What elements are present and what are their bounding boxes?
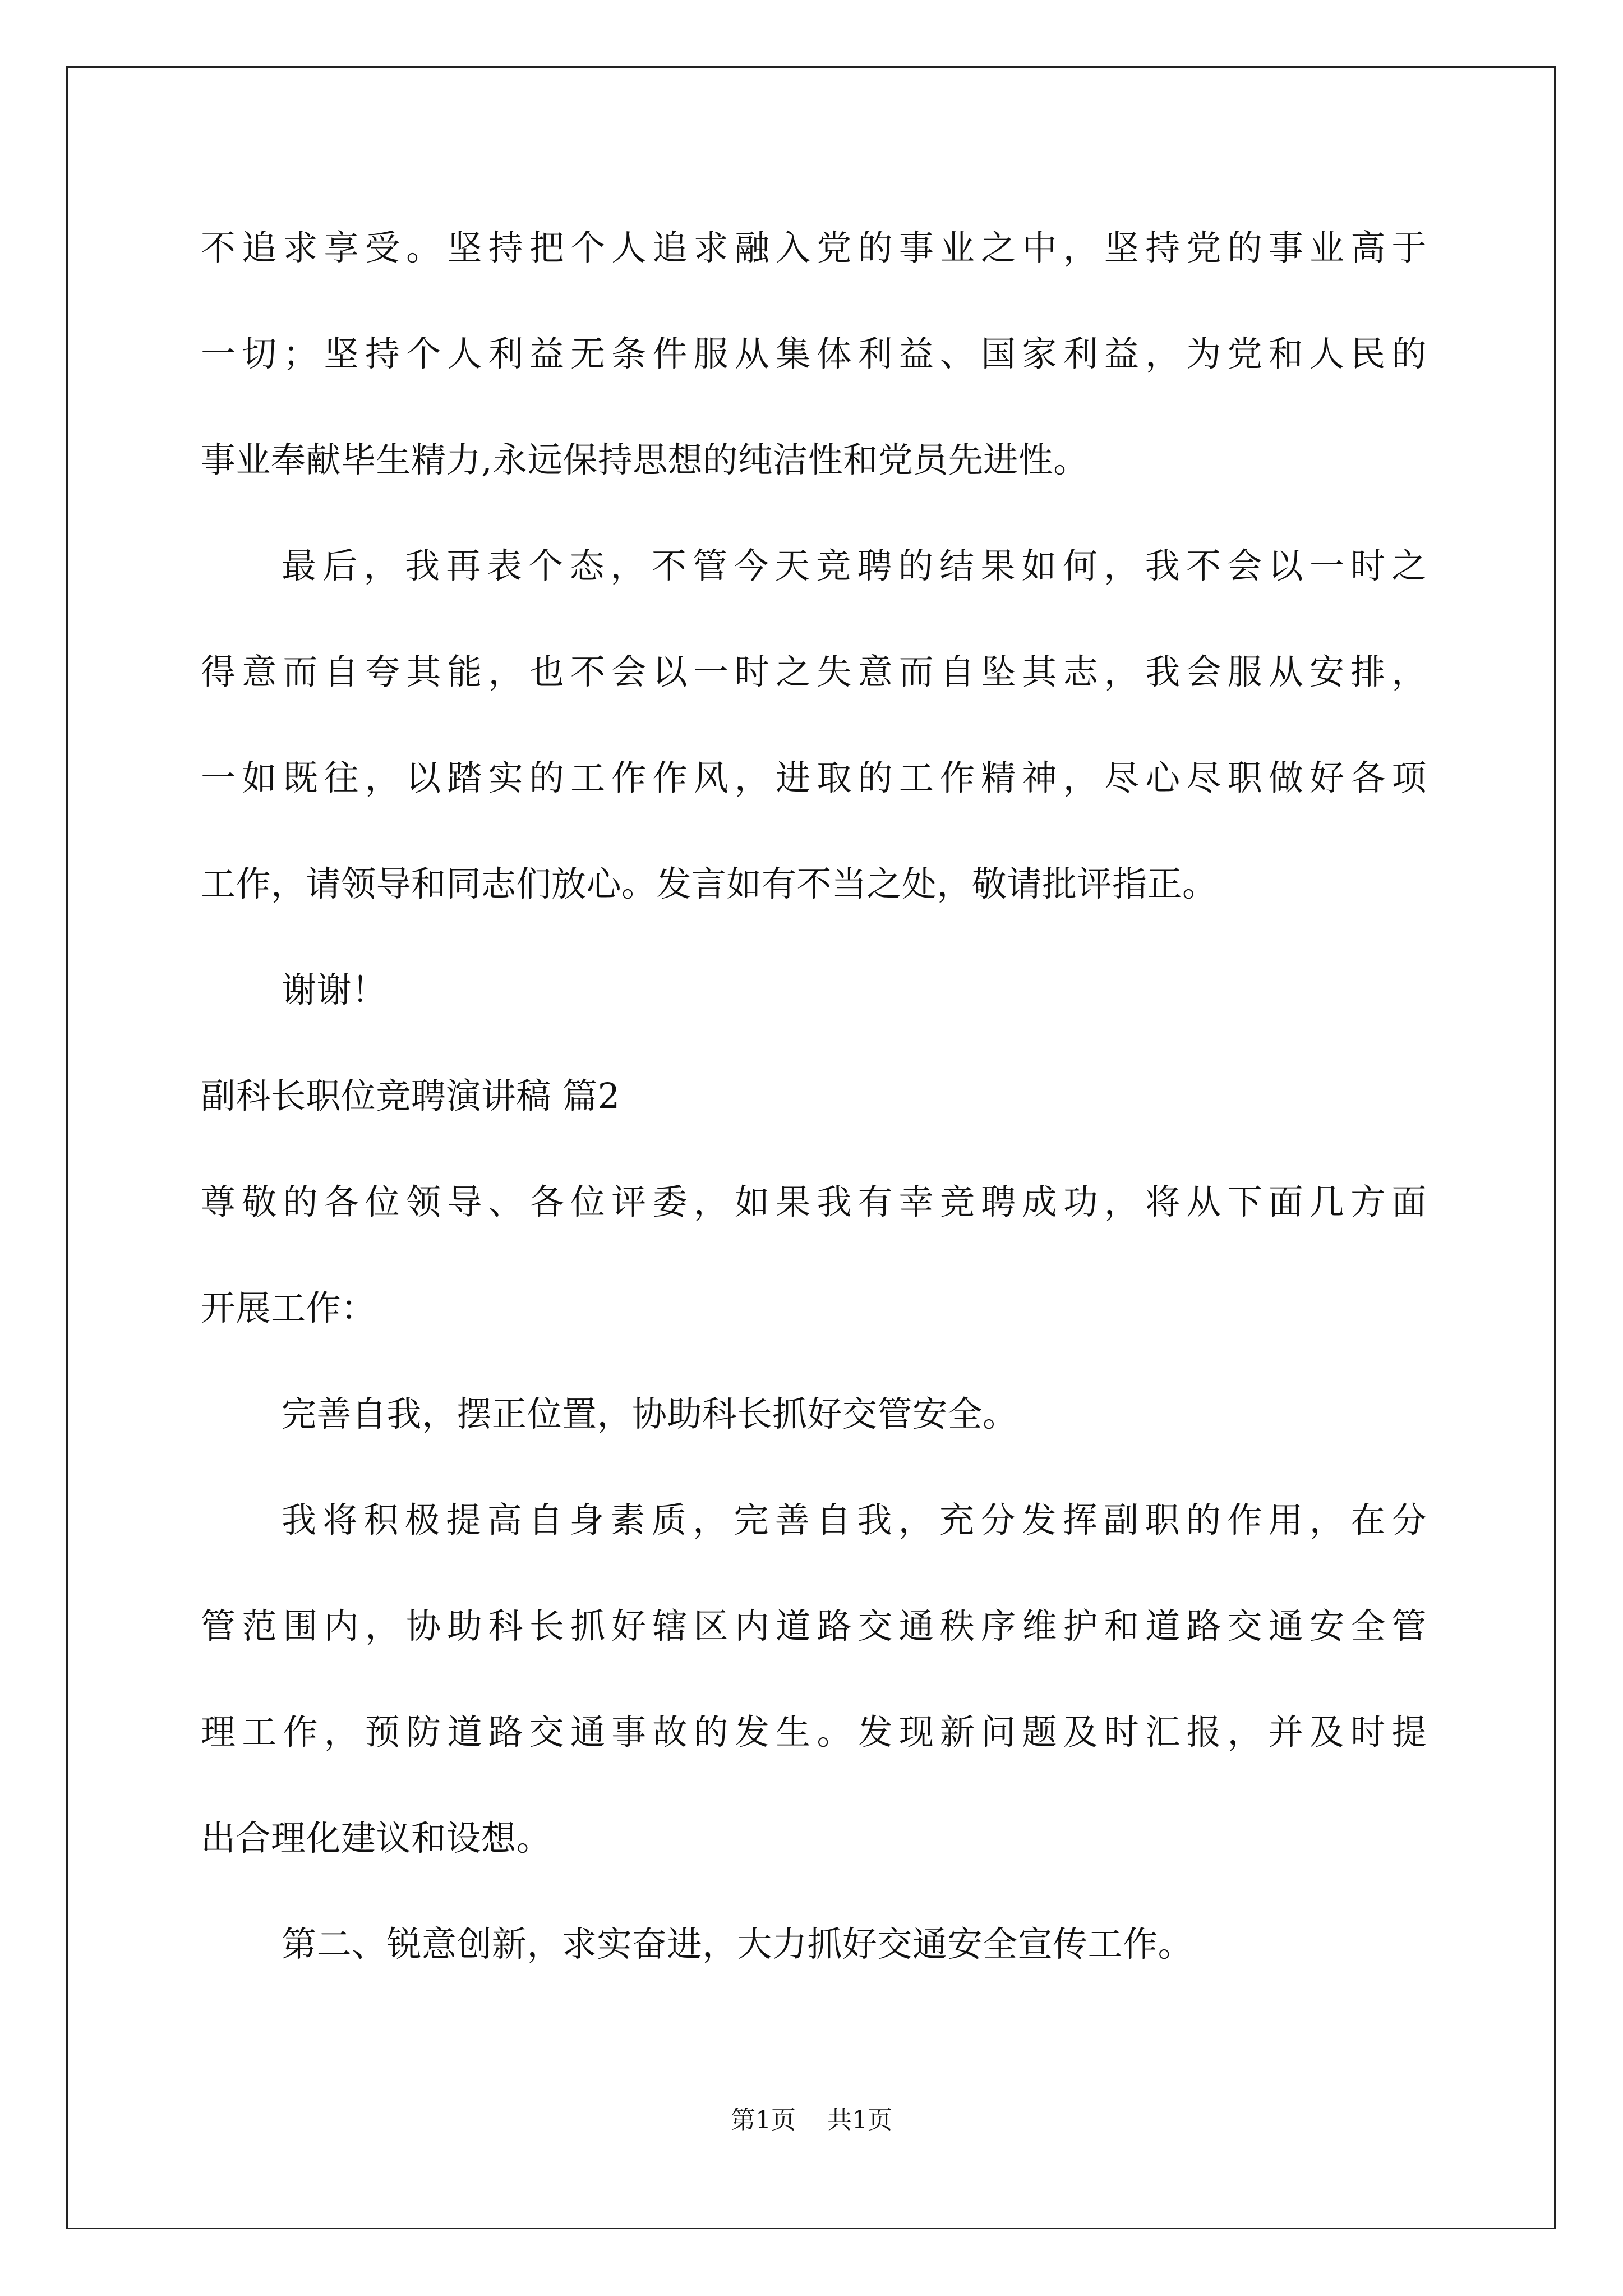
paragraph-line: 完善自我，摆正位置，协助科长抓好交管安全。: [282, 1393, 1018, 1434]
body-line: 工作，请领导和同志们放心。发言如有不当之处，敬请批评指正。: [201, 863, 1218, 904]
body-line: 一如既往，以踏实的工作作风，进取的工作精神，尽心尽职做好各项: [201, 757, 1427, 798]
body-line: 得意而自夸其能，也不会以一时之失意而自坠其志，我会服从安排，: [201, 651, 1427, 692]
section-heading: 副科长职位竞聘演讲稿 篇2: [201, 1075, 620, 1116]
body-line: 开展工作：: [201, 1287, 376, 1328]
body-line: 管范围内，协助科长抓好辖区内道路交通秩序维护和道路交通安全管: [201, 1605, 1427, 1646]
body-line: 理工作，预防道路交通事故的发生。发现新问题及时汇报，并及时提: [201, 1711, 1427, 1752]
paragraph-line: 最后，我再表个态，不管今天竞聘的结果如何，我不会以一时之: [282, 545, 1427, 586]
paragraph-line: 我将积极提高自身素质，完善自我，充分发挥副职的作用，在分: [282, 1499, 1427, 1540]
closing-line: 谢谢！: [282, 969, 387, 1010]
body-line: 一切；坚持个人利益无条件服从集体利益、国家利益，为党和人民的: [201, 333, 1427, 374]
body-line: 不追求享受。坚持把个人追求融入党的事业之中，坚持党的事业高于: [201, 227, 1427, 268]
body-line: 尊敬的各位领导、各位评委，如果我有幸竞聘成功，将从下面几方面: [201, 1181, 1427, 1222]
body-line: 事业奉献毕生精力,永远保持思想的纯洁性和党员先进性。: [201, 439, 1089, 480]
page-footer: [0, 2105, 1623, 2136]
paragraph-line: 第二、锐意创新，求实奋进，大力抓好交通安全宣传工作。: [282, 1924, 1193, 1964]
page-number: 第1页: [731, 2106, 796, 2134]
page-total: 共1页: [827, 2106, 892, 2134]
body-line: 出合理化建议和设想。: [201, 1818, 552, 1858]
page-border: [66, 66, 1556, 2229]
